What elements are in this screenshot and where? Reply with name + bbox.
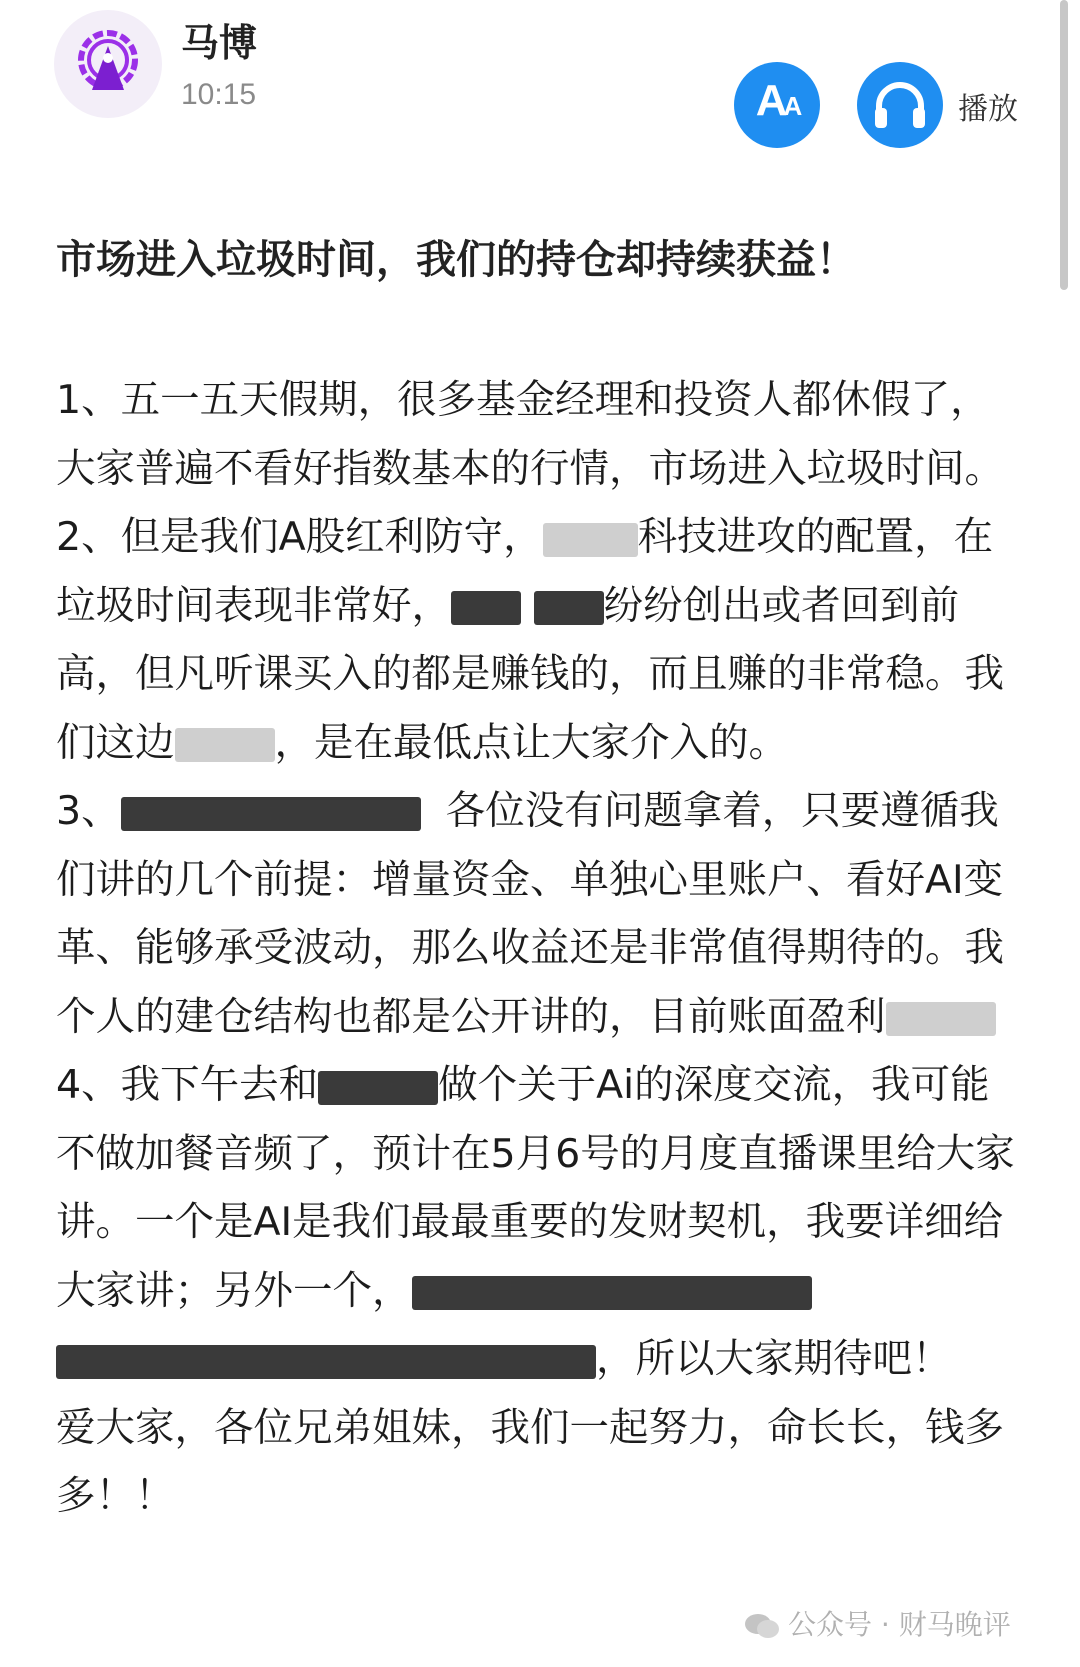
paragraph-1: 1、五一五天假期，很多基金经理和投资人都休假了，大家普遍不看好指数基本的行情，市场进入垃圾时间。 (56, 377, 1004, 492)
listen-button[interactable] (857, 62, 943, 148)
paragraph-2-part-c: 纷纷创出或者回到前高，但凡听课买入的都是赚钱的，而且赚的非常稳。我们这边 (56, 582, 1004, 766)
redacted-text (318, 1071, 438, 1105)
author-avatar[interactable] (54, 10, 162, 118)
paragraph-3-part-b: 各位没有问题拿着，只要遵循我们讲的几个前提：增量资金、单独心里账户、看好AI变革、能够承受波动，那么收益还是非常值得期待的。我个人的建仓结构也都是公开讲的，目前账面盈利 (56, 788, 1004, 1040)
paragraph-2-part-a: 2、但是我们A股红利防守， (56, 514, 543, 560)
author-name[interactable]: 马博 (181, 21, 258, 65)
paragraph-4-part-a: 4、我下午去和 (56, 1062, 319, 1108)
paragraph-4-part-c: ，所以大家期待吧！ (596, 1336, 952, 1382)
redacted-text (56, 1345, 596, 1379)
redacted-text (534, 591, 604, 625)
paragraph-2-part-b: 科技进攻的配置，在垃圾时间表现非常好， (56, 514, 994, 629)
redacted-text (886, 1002, 996, 1036)
play-label[interactable]: 播放 (958, 92, 1018, 127)
paragraph-2: 2、但是我们A股红利防守， 科技进攻的配置，在垃圾时间表现非常好， 纷纷创出或者回到前高，但凡听课买入的都是赚钱的，而且赚的非常稳。我们这边 ，是在最低点让大家介入的。 (56, 514, 1004, 766)
font-size-button[interactable] (734, 62, 820, 148)
headphones-icon (857, 62, 943, 148)
scrollbar[interactable] (1060, 0, 1068, 290)
article-body (56, 366, 1021, 1531)
watermark (744, 1603, 1011, 1643)
paragraph-5: 爱大家，各位兄弟姐妹，我们一起努力，命长长，钱多多！！ (56, 1404, 1004, 1519)
wechat-icon (744, 1612, 780, 1640)
watermark-text: 公众号 · 财马晚评 (788, 1608, 1011, 1641)
redacted-text (543, 523, 638, 557)
paragraph-2-part-d: 是在最低点让大家介入的。 (314, 719, 788, 766)
paragraph-4 (56, 1051, 1021, 1394)
broadcast-logo-icon (54, 10, 162, 118)
paragraph-3-part-a: 3、 (56, 788, 121, 834)
article-title: 市场进入垃圾时间，我们的持仓却持续获益！ (56, 237, 856, 283)
paragraph-3 (56, 777, 1021, 1051)
redacted-text (121, 797, 421, 831)
post-time: 10:15 (181, 78, 257, 111)
paragraph-4-part-b: 做个关于Ai的深度交流，我可能不做加餐音频了，预计在5月6号的月度直播课里给大家讲。一个是AI是我们最最重要的发财契机，我要详细给大家讲；另外一个， (56, 1062, 1015, 1314)
redacted-text (412, 1276, 812, 1310)
redacted-text (451, 591, 521, 625)
redacted-text (175, 728, 275, 762)
font-size-icon: AA (755, 76, 799, 125)
